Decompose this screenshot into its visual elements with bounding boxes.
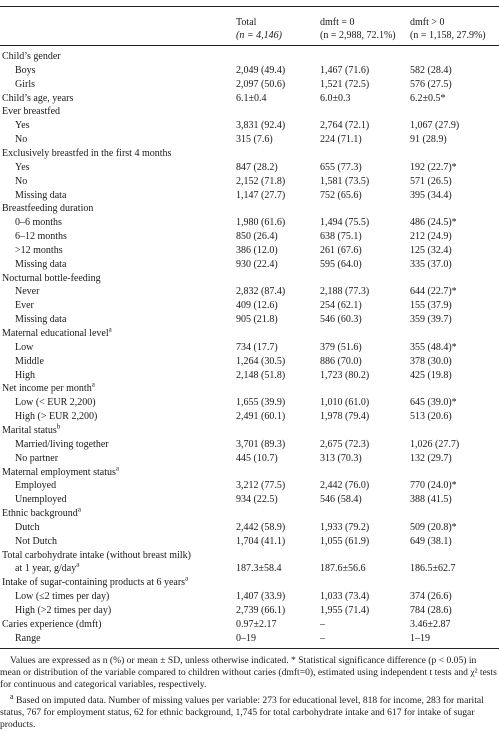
row-label: Child’s gender [2,51,61,62]
table-row [0,50,499,63]
cell-dmft0: 224 (71.1) [320,134,362,146]
cell-total: 850 (26.4) [236,231,278,243]
table-row [0,521,499,534]
row-label: Middle [15,355,44,367]
column-header-dmft1-n: (n = 1,158, 27.9%) [410,30,486,41]
cell-dmft1: 649 (38.1) [410,535,452,547]
cell-dmft0: 1,033 (73.4) [320,591,370,603]
column-header-dmft0-title: dmft = 0 [320,17,355,28]
table-row [0,272,499,285]
table-row [0,92,499,105]
cell-dmft1: 770 (24.0)* [410,480,457,492]
cell-total: 847 (28.2) [236,161,278,173]
footnote-imputed-text: Based on imputed data. Number of missing values per variable: 273 for educational level, 818 for income, 283 for marital status, 767 for employment status, 62 for ethnic background, 1,745 for total carbohydrate intake and 617 for intake of sugar products. [0,694,484,730]
row-label-superscript: a [77,505,81,514]
cell-dmft0: 2,188 (77.3) [320,286,370,298]
row-label-superscript: a [91,381,95,390]
table-row [0,244,499,257]
cell-total: 3,212 (77.5) [236,480,286,492]
table-bottom-rule [0,648,499,649]
cell-dmft0: 261 (67.6) [320,244,362,256]
cell-dmft0: 595 (64.0) [320,258,362,270]
cell-total: 2,152 (71.8) [236,175,286,187]
row-label: Not Dutch [15,535,57,547]
cell-dmft1: 6.2±0.5* [410,92,446,104]
table-row [0,562,499,575]
cell-total: 1,147 (27.7) [236,189,286,201]
table-row [0,175,499,188]
row-label: Married/living together [15,438,109,450]
cell-dmft1: 186.5±62.7 [410,563,456,575]
cell-dmft0: 1,521 (72.5) [320,78,370,90]
cell-dmft1: 335 (37.0) [410,258,452,270]
table-row [0,632,499,645]
footnote-values: Values are expressed as n (%) or mean ± SD, unless otherwise indicated. * Statistical significance difference (p < 0.05) in mean or distribution of the variable compared to children without caries (dmft=0), estimated using independent t tests and χ² tests for continuous and categorical variables, respectively. [0,654,497,690]
table-row [0,147,499,160]
row-label: Exclusively breastfed in the first 4 months [2,147,172,159]
table-row [0,382,499,395]
cell-dmft1: 1–19 [410,632,430,644]
row-label: Never [15,286,40,298]
table-row [0,549,499,562]
row-label: High (>2 times per day) [15,605,112,616]
cell-dmft0: 886 (70.0) [320,355,362,367]
table-row [0,438,499,451]
cell-total: 187.3±58.4 [236,563,282,575]
row-label: Dutch [15,521,40,533]
cell-total: 2,491 (60.1) [236,411,286,423]
cell-dmft0: 187.6±56.6 [320,563,366,575]
table-row [0,479,499,492]
row-label-superscript: a [108,325,112,334]
row-label: Breastfeeding duration [2,203,94,215]
row-label: Total carbohydrate intake (without breast milk) [2,549,191,561]
row-label: Low [15,341,34,353]
table-row [0,590,499,603]
cell-dmft0: 638 (75.1) [320,231,362,243]
cell-dmft0: 1,955 (71.4) [320,605,370,616]
table-row [0,299,499,312]
table-row [0,105,499,118]
row-label: Child’s age, years [2,92,74,104]
cell-dmft1: 1,026 (27.7) [410,438,460,450]
row-label: Missing data [15,258,67,270]
cell-total: 1,980 (61.6) [236,217,286,229]
cell-total: 2,442 (58.9) [236,521,286,533]
table-footnotes [0,655,499,731]
row-label: Ethnic background$^a$ [2,505,81,520]
table-row [0,452,499,465]
cell-dmft1: 1,067 (27.9) [410,120,460,132]
cell-dmft0: 1,494 (75.5) [320,217,370,229]
row-label: Yes [15,120,30,132]
row-label: Nocturnal bottle-feeding [2,272,101,284]
table-row [0,341,499,354]
cell-total: 445 (10.7) [236,452,278,464]
row-label: Girls [15,78,35,90]
row-label: Net income per month$^a$ [2,381,95,395]
row-label-superscript: a [76,561,80,570]
cell-total: 2,049 (49.4) [236,64,286,76]
table-row [0,189,499,202]
cell-dmft1: 784 (28.6) [410,605,452,616]
table-row [0,493,499,506]
table-row [0,466,499,479]
cell-dmft0: 655 (77.3) [320,161,362,173]
column-header-dmft1 [410,16,486,42]
table-row [0,133,499,146]
cell-total: 1,264 (30.5) [236,355,286,367]
row-label: >12 months [15,244,63,256]
cell-total: 3,701 (89.3) [236,438,286,450]
cell-total: 3,831 (92.4) [236,120,286,132]
cell-dmft0: 2,442 (76.0) [320,480,370,492]
cell-dmft1: 378 (30.0) [410,355,452,367]
cell-dmft0: 1,055 (61.9) [320,535,370,547]
cell-dmft1: 125 (32.4) [410,244,452,256]
row-label: 6–12 months [15,231,67,243]
cell-dmft0: 379 (51.6) [320,341,362,353]
table-row [0,369,499,382]
cell-dmft1: 576 (27.5) [410,78,452,90]
table-row [0,78,499,91]
cell-total: 1,655 (39.9) [236,397,286,409]
cell-dmft0: – [320,618,325,630]
cell-total: 734 (17.7) [236,341,278,353]
row-label: High [15,369,35,381]
table-row [0,119,499,132]
cell-dmft1: 192 (22.7)* [410,161,457,173]
cell-total: 930 (22.4) [236,258,278,270]
cell-total: 905 (21.8) [236,314,278,326]
table-row [0,327,499,340]
table-row [0,604,499,617]
row-label: Ever breastfed [2,106,61,118]
row-label: Unemployed [15,494,67,506]
column-header-dmft0 [320,16,396,42]
table-row [0,285,499,298]
row-label: Boys [15,64,36,76]
table-row [0,64,499,77]
cell-dmft0: 1,978 (79.4) [320,411,370,423]
cell-dmft0: 2,675 (72.3) [320,438,370,450]
cell-dmft1: 374 (26.6) [410,591,452,603]
cell-dmft0: 2,764 (72.1) [320,120,370,132]
column-header-total-n: (n = 4,146) [236,30,282,41]
cell-total: 315 (7.6) [236,134,273,146]
cell-total: 2,832 (87.4) [236,286,286,298]
cell-dmft1: 486 (24.5)* [410,217,457,229]
row-label: No partner [15,452,59,464]
row-label: Missing data [15,314,67,326]
table-row [0,507,499,520]
cell-total: 0.97±2.17 [236,618,277,630]
table-row [0,576,499,589]
row-label: Range [15,632,41,644]
cell-dmft0: 752 (65.6) [320,189,362,201]
cell-dmft1: 644 (22.7)* [410,286,457,298]
cell-total: 409 (12.6) [236,300,278,312]
cell-dmft1: 582 (28.4) [410,64,452,76]
cell-dmft1: 388 (41.5) [410,494,452,506]
footnote-marker: a [10,691,14,701]
cell-dmft0: 546 (58.4) [320,494,362,506]
row-label: Yes [15,161,30,173]
table-top-rule [0,6,499,7]
cell-total: 386 (12.0) [236,244,278,256]
cell-dmft0: 1,933 (79.2) [320,521,370,533]
row-label: Missing data [15,189,67,201]
cell-dmft0: 254 (62.1) [320,300,362,312]
cell-total: 2,097 (50.6) [236,78,286,90]
cell-dmft1: 425 (19.8) [410,369,452,381]
row-label: 0–6 months [15,217,62,229]
row-label: Maternal employment status$^a$ [2,464,119,478]
table-row [0,355,499,368]
table-row [0,202,499,215]
row-label-superscript: a [115,464,119,473]
row-label: Caries experience (dmft) [2,618,102,630]
row-label: Employed [15,480,57,492]
cell-total: 0–19 [236,632,256,644]
table-row [0,230,499,243]
column-header-dmft0-n: (n = 2,988, 72.1%) [320,30,396,41]
table-row [0,216,499,229]
cell-dmft1: 359 (39.7) [410,314,452,326]
cell-total: 1,407 (33.9) [236,591,286,603]
cell-dmft1: 212 (24.9) [410,231,452,243]
column-header-total-title: Total [236,17,257,28]
table-row [0,424,499,437]
row-label: Low (< EUR 2,200) [15,397,96,409]
cell-dmft1: 155 (37.9) [410,300,452,312]
cell-total: 6.1±0.4 [236,92,267,104]
cell-dmft1: 355 (48.4)* [410,341,457,353]
cell-dmft0: 1,010 (61.0) [320,397,370,409]
row-label: High (> EUR 2,200) [15,411,98,423]
row-label: at 1 year, g/day$^a$ [15,561,80,575]
cell-dmft1: 571 (26.5) [410,175,452,187]
table-row [0,258,499,271]
cell-dmft0: 1,581 (73.5) [320,175,370,187]
row-label: No [15,175,28,187]
cell-dmft0: 546 (60.3) [320,314,362,326]
cell-dmft0: 313 (70.3) [320,452,362,464]
row-label-superscript: b [56,422,61,431]
cell-total: 934 (22.5) [236,494,278,506]
cell-total: 2,148 (51.8) [236,369,286,381]
cell-dmft1: 3.46±2.87 [410,618,451,630]
cell-dmft1: 91 (28.9) [410,134,447,146]
cell-dmft0: 1,467 (71.6) [320,64,370,76]
cell-total: 1,704 (41.1) [236,535,286,547]
row-label: Maternal educational level$^a$ [2,325,112,339]
row-label: No [15,134,28,146]
cell-dmft0: 6.0±0.3 [320,92,351,104]
row-label: Intake of sugar-containing products at 6 years$^a$ [2,574,189,589]
cell-dmft1: 132 (29.7) [410,452,452,464]
header-bottom-rule [0,45,499,46]
cell-dmft1: 395 (34.4) [410,189,452,201]
row-label: Low (≤2 times per day) [15,591,110,603]
table-row [0,313,499,326]
table-row [0,396,499,409]
column-header-total [236,16,282,42]
cell-dmft1: 645 (39.0)* [410,397,457,409]
row-label-superscript: a [185,574,189,583]
column-header-dmft1-title: dmft > 0 [410,17,445,28]
cell-dmft0: 1,723 (80.2) [320,369,370,381]
cell-dmft0: – [320,632,325,644]
row-label: Marital status$^b$ [2,422,61,436]
table-row [0,410,499,423]
table-row [0,535,499,548]
cell-dmft1: 513 (20.6) [410,411,452,423]
cell-dmft1: 509 (20.8)* [410,521,457,533]
table-row [0,161,499,174]
row-label: Ever [15,300,34,312]
cell-total: 2,739 (66.1) [236,605,286,616]
table-row [0,618,499,631]
footnote-imputed [0,691,499,731]
